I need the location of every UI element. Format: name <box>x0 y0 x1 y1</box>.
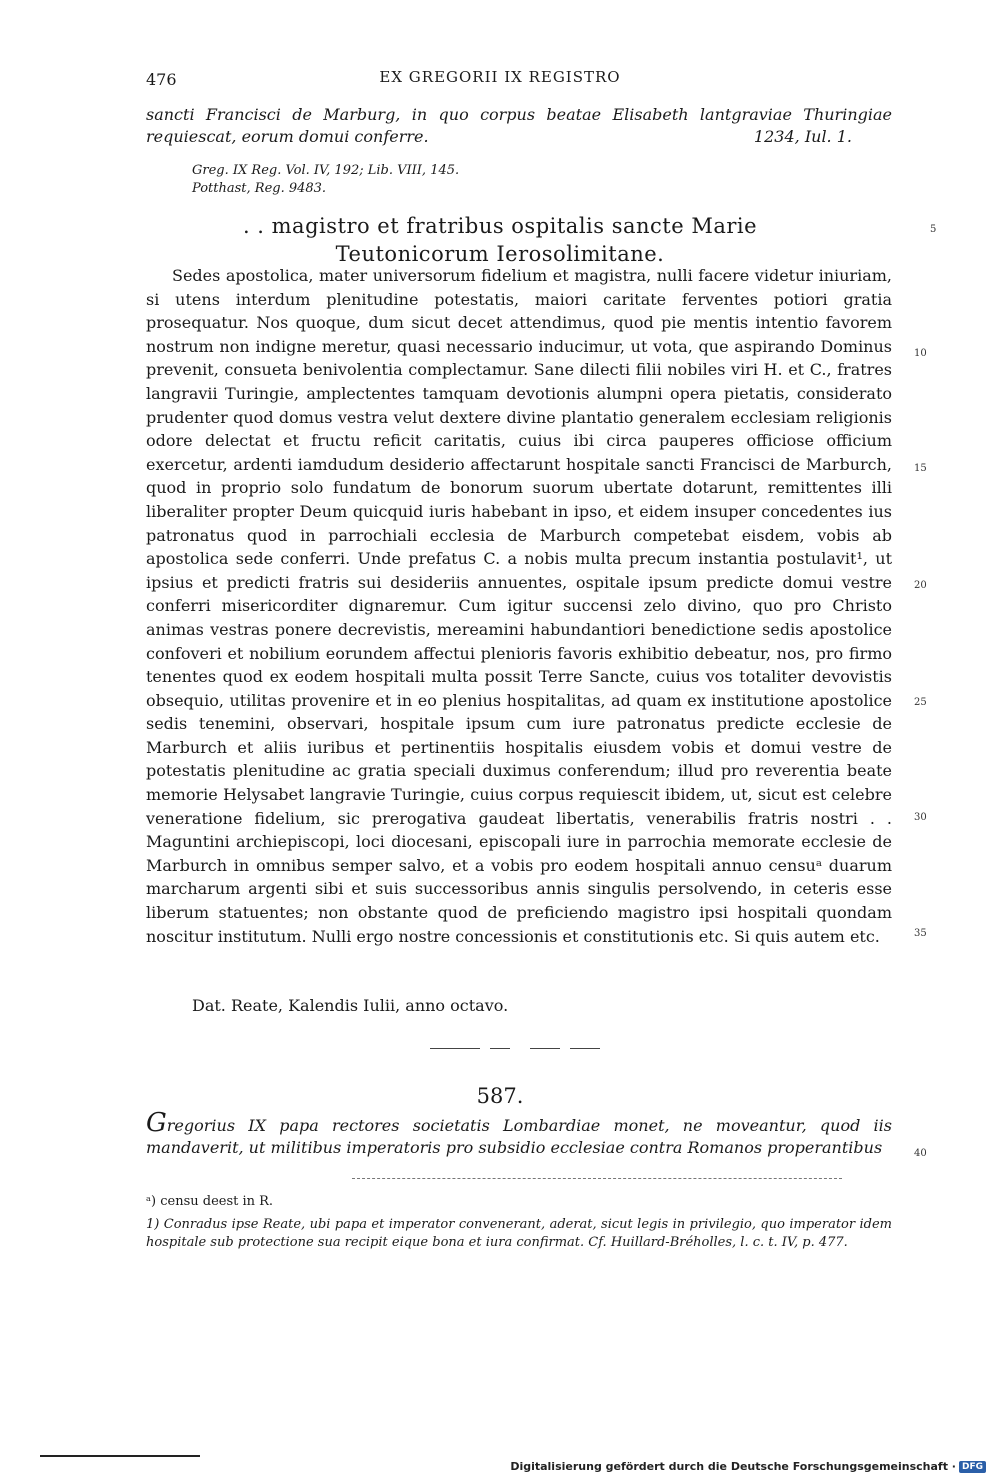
letter-address <box>0 212 1000 268</box>
datum-line: Dat. Reate, Kalendis Iulii, anno octavo. <box>192 996 509 1015</box>
line-number: 20 <box>914 580 927 591</box>
separator-rule <box>530 1048 560 1049</box>
summary-text: regorius IX papa rectores societatis Lombardiae monet, ne moveantur, quod iis mandaverit, ut militibus imperatoris pro subsidio ecclesiae contra Romanos properantibus <box>146 1116 892 1157</box>
separator-rule <box>490 1048 510 1049</box>
footnote-a: ᵃ) censu deest in R. <box>146 1194 274 1209</box>
initial-capital: G <box>146 1108 167 1138</box>
body-paragraph: Sedes apostolica, mater universorum fidelium et magistra, nulli facere videtur iniuriam, si utens interdum plenitudine potestatis, maiori caritate ferventes potiori gratia prosequatur. Nos quoque, dum sicut decet attendimus, quod pie mentis intentio favorem nostrum non indigne meretur, quasi necessario inducimur, ut vota, que aspirando Dominus prevenit, consueta benivolentia complectamur. Sane dilecti filii nobiles viri H. et C., fratres langravii Turingie, amplectentes tamquam devotionis alumpni opera pietatis, considerato prudenter quod domus vestra velut dextere divine plantatio generalem ecclesiam religionis odore delectat et fructu reficit caritatis, cuius ibi circa pauperes officiose officium exercetur, ardenti iamdudum desiderio affectarunt hospitale sancti Francisci de Marburch, quod in proprio solo fundatum de bonorum suorum ubertate dotarunt, remittentes illi liberaliter propter Deum quicquid iuris habebant in ipso, et eidem insuper concedentes ius patronatus quod in parrochiali ecclesia de Marburch competebat eisdem, vobis ab apostolica sede conferri. Unde prefatus C. a nobis multa precum instantia postulavit¹, ut ipsius et predicti fratris sui desideriis annuentes, ospitale ipsum predicte domui vestre conferri misericorditer dignaremur. Cum igitur succensi zelo divino, quo pro Christo animas vestras ponere decrevistis, mereamini habundantiori benedictione sedis apostolice confoveri et nobilium eorundem affectui plenioris favoris exhibitio debeatur, nos, pro firmo tenentes quod ex eodem hospitali multa possit Terre Sancte, cuius vos totaliter devovistis obsequio, utilitas provenire et in eo plenius hospitalitas, ad quam ex institutione apostolice sedis tenemini, observari, hospitale ipsum cum iure patronatus predicte ecclesie de Marburch et aliis iuribus et pertinentiis hospitalis eiusdem vobis et domui vestre de potestatis plenitudine ac gratia speciali duximus conferendum; illud pro reverentia beate memorie Helysabet langravie Turingie, cuius corpus requiescit ibidem, ut, sicut est celebre veneratione fidelium, sic prerogativa gaudeat libertatis, venerabilis fratris nostri . . Maguntini archiepiscopi, loci diocesani, episcopali iure in parrochia memorate ecclesie de Marburch in omnibus semper salvo, et a vobis pro eodem hospitali annuo censuᵃ duarum marcharum argenti sibi et suis successoribus annis singulis persolvendo, in ceteris esse liberum statuentes; non obstante quod de preficiendo magistro ipsi hospitali quondam noscitur institutum. Nulli ergo nostre concessionis et constitutionis etc. Si quis autem etc. <box>146 266 892 946</box>
page-edge-rule <box>40 1455 200 1457</box>
line-number: 15 <box>914 463 927 474</box>
document-number: 587. <box>476 1084 524 1108</box>
footnote-rule <box>352 1178 842 1179</box>
line-number: 30 <box>914 812 927 823</box>
line-number: 35 <box>914 928 927 939</box>
credit-text: Digitalisierung gefördert durch die Deutsche Forschungsgemeinschaft · <box>510 1460 956 1473</box>
line-number: 10 <box>914 348 927 359</box>
line-number: 25 <box>914 697 927 708</box>
summary-date: 1234, Iul. 1. <box>753 127 852 146</box>
digitization-credit <box>510 1460 986 1473</box>
line-number: 40 <box>914 1148 927 1159</box>
address-line: . . magistro et fratribus ospitalis sancte Marie <box>242 214 758 238</box>
footnote-1: 1) Conradus ipse Reate, ubi papa et imperator convenerant, aderat, sicut legis in privilegio, quo imperator idem hospitale sub protectione sua recipit eique bona et iura confirmat. Cf. Huillard-Bréholles, l. c. t. IV, p. 477. <box>146 1217 892 1250</box>
dfg-logo-icon: DFG <box>959 1461 986 1473</box>
reference-line: Potthast, Reg. 9483. <box>192 181 327 196</box>
address-line: Teutonicorum Ierosolimitane. <box>335 242 665 266</box>
running-title: EX GREGORII IX REGISTRO <box>379 68 621 86</box>
page-number: 476 <box>146 70 177 89</box>
document-summary <box>146 104 892 148</box>
separator-rule <box>570 1048 600 1049</box>
next-document-summary <box>146 1108 892 1159</box>
line-number: 5 <box>930 224 937 235</box>
letter-body <box>146 264 892 948</box>
source-references <box>192 162 459 198</box>
summary-text: sancti Francisci de Marburg, in quo corpus beatae Elisabeth lantgraviae Thuringiae requiescat, eorum domui conferre. <box>146 105 892 146</box>
separator-rule <box>430 1048 480 1049</box>
reference-line: Greg. IX Reg. Vol. IV, 192; Lib. VIII, 145. <box>192 163 460 178</box>
